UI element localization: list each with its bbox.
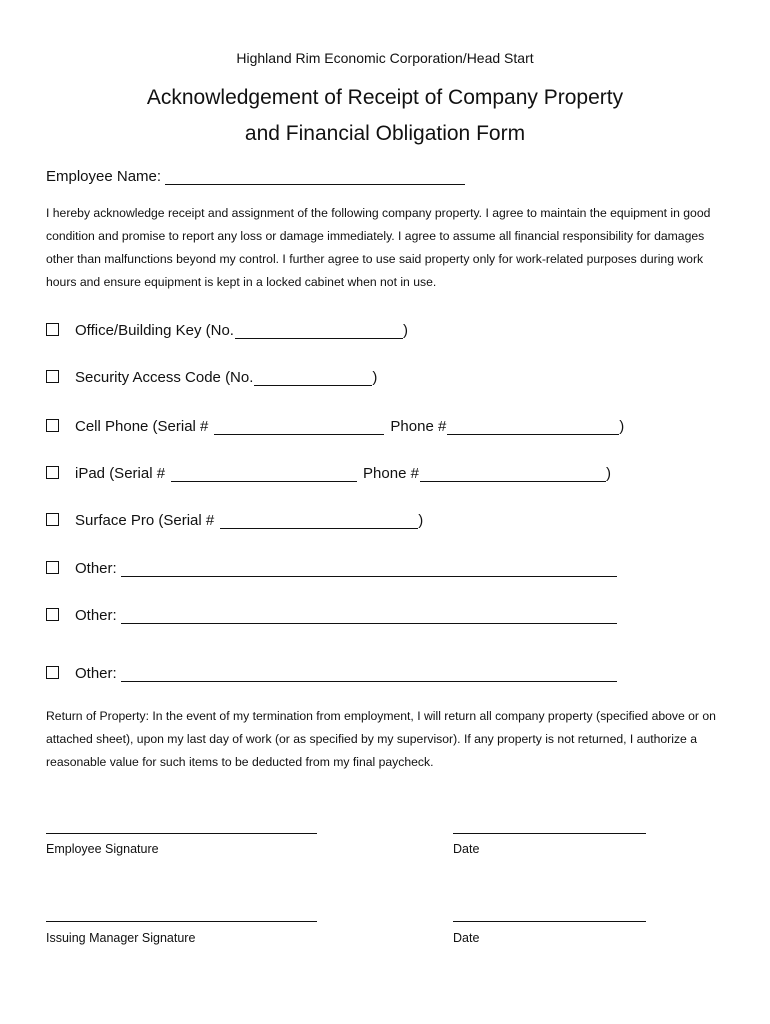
cell-phone-number-field[interactable] bbox=[447, 420, 619, 435]
cell-phone-serial-label: Cell Phone (Serial # bbox=[75, 418, 209, 435]
cell-phone-serial-field[interactable] bbox=[214, 420, 384, 435]
ipad-serial-field[interactable] bbox=[171, 467, 357, 482]
employee-name-label: Employee Name: bbox=[46, 168, 162, 185]
item-security-code bbox=[46, 369, 377, 386]
security-code-label: Security Access Code (No. bbox=[75, 369, 254, 386]
return-of-property-paragraph: Return of Property: In the event of my termination from employment, I will return all company property (specified above or on attached sheet), upon my last day of work (or as specified by my supervisor). If any property is not returned, I authorize a reasonable value for such items to be deducted from my final paycheck. bbox=[46, 709, 716, 769]
item-other-2 bbox=[46, 607, 617, 624]
other-2-checkbox[interactable] bbox=[46, 608, 59, 621]
security-code-close: ) bbox=[372, 369, 378, 386]
office-key-checkbox[interactable] bbox=[46, 323, 59, 336]
surface-pro-serial-field[interactable] bbox=[220, 514, 418, 529]
ipad-phone-label: Phone # bbox=[363, 465, 419, 482]
item-office-key bbox=[46, 322, 408, 339]
surface-pro-serial-label: Surface Pro (Serial # bbox=[75, 512, 215, 529]
surface-pro-checkbox[interactable] bbox=[46, 513, 59, 526]
other-1-label: Other: bbox=[75, 560, 117, 577]
form-title-line-2: and Financial Obligation Form bbox=[244, 122, 526, 145]
other-3-field[interactable] bbox=[121, 667, 617, 682]
manager-signature-label: Issuing Manager Signature bbox=[46, 931, 196, 945]
ipad-phone-number-field[interactable] bbox=[420, 467, 606, 482]
other-1-checkbox[interactable] bbox=[46, 561, 59, 574]
employee-name-field[interactable] bbox=[165, 170, 465, 185]
other-3-checkbox[interactable] bbox=[46, 666, 59, 679]
date-label-1: Date bbox=[453, 842, 480, 856]
security-code-checkbox[interactable] bbox=[46, 370, 59, 383]
other-3-label: Other: bbox=[75, 665, 117, 682]
employee-name-row bbox=[46, 168, 465, 185]
item-surface-pro bbox=[46, 512, 423, 529]
date-line-2[interactable] bbox=[453, 921, 646, 922]
acknowledgement-paragraph: I hereby acknowledge receipt and assignment of the following company property. I agree to maintain the equipment in good condition and promise to report any loss or damage immediately. I agree to assume all financial responsibility for damages other than malfunctions beyond my control. I further agree to use said property only for work-related purposes during work hours and ensure equipment is kept in a locked cabinet when not in use. bbox=[46, 206, 711, 289]
item-ipad bbox=[46, 465, 611, 482]
item-other-1 bbox=[46, 560, 617, 577]
ipad-close: ) bbox=[605, 465, 611, 482]
other-1-field[interactable] bbox=[121, 562, 617, 577]
office-key-label: Office/Building Key (No. bbox=[75, 322, 234, 339]
form-title-line-1: Acknowledgement of Receipt of Company Property bbox=[146, 86, 624, 109]
cell-phone-phone-label: Phone # bbox=[390, 418, 447, 435]
date-line-1[interactable] bbox=[453, 833, 646, 834]
employee-signature-label: Employee Signature bbox=[46, 842, 159, 856]
organization-name: Highland Rim Economic Corporation/Head Start bbox=[236, 50, 534, 66]
ipad-serial-label: iPad (Serial # bbox=[75, 465, 166, 482]
item-cell-phone bbox=[46, 418, 624, 435]
manager-signature-line[interactable] bbox=[46, 921, 317, 922]
cell-phone-close: ) bbox=[619, 418, 625, 435]
office-key-close: ) bbox=[402, 322, 408, 339]
item-other-3 bbox=[46, 665, 617, 682]
other-2-label: Other: bbox=[75, 607, 117, 624]
security-code-number-field[interactable] bbox=[254, 371, 372, 386]
office-key-number-field[interactable] bbox=[235, 324, 403, 339]
surface-pro-close: ) bbox=[418, 512, 424, 529]
ipad-checkbox[interactable] bbox=[46, 466, 59, 479]
other-2-field[interactable] bbox=[121, 609, 617, 624]
employee-signature-line[interactable] bbox=[46, 833, 317, 834]
date-label-2: Date bbox=[453, 931, 480, 945]
cell-phone-checkbox[interactable] bbox=[46, 419, 59, 432]
